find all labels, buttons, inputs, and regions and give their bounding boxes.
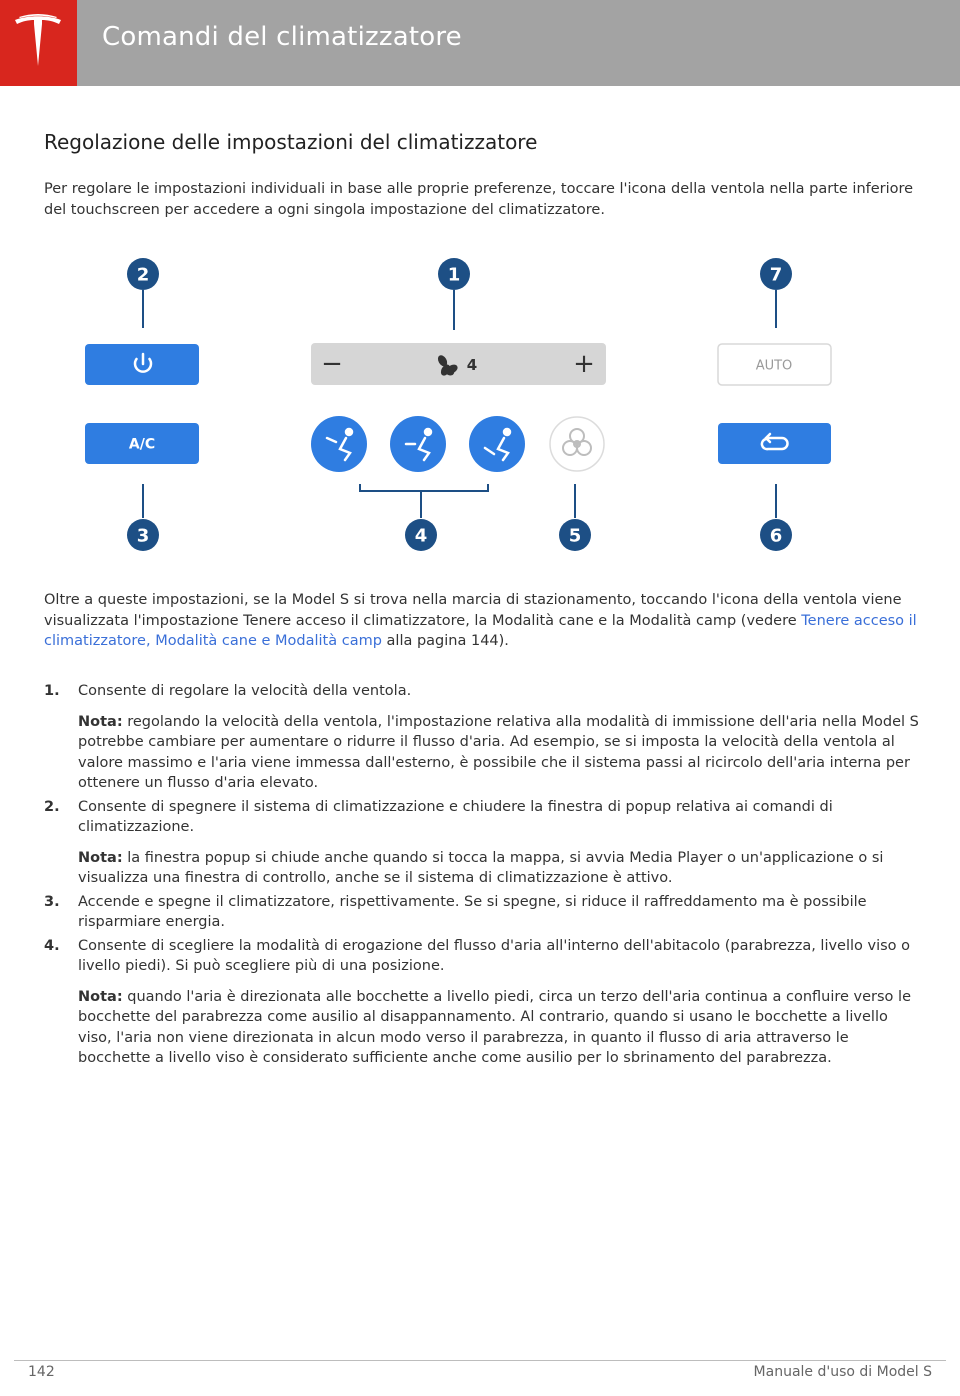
item-text: Consente di regolare la velocità della ventola. [78,683,412,699]
fan-increase-button: + [573,349,595,379]
tesla-logo [0,0,77,86]
ac-button[interactable] [85,423,199,464]
note-text: la finestra popup si chiude anche quando si tocca la mappa, si avvia Media Player o un'applicazione o si visualizza una finestra di controllo, anche se il sistema di climatizzazione è attivo. [78,849,884,886]
note [78,712,924,794]
fan-decrease-button: − [321,349,343,379]
page-header [0,0,960,86]
airflow-feet-button[interactable] [469,416,525,472]
note-text: regolando la velocità della ventola, l'impostazione relativa alla modalità di immissione dell'aria nella Model S potrebbe cambiare per aumentare o ridurre il flusso d'aria. Ad esempio, se si imposta la velocità della ventola al valore massimo e l'aria viene immessa dall'esterno, è possibile che il sistema passi al ricircolo dell'aria interna per ottenere un flusso d'aria elevato. [78,713,919,791]
svg-text:6: 6 [769,525,783,547]
svg-text:2: 2 [136,264,150,286]
intro-paragraph: Per regolare le impostazioni individuali in base alle proprie preferenze, toccare l'icona della ventola nella parte inferiore del touchscreen per accedere a ogni singola impostazione del climatizzatore. [44,181,914,218]
list-item [44,892,924,933]
airflow-face-button[interactable] [390,416,446,472]
manual-name: Manuale d'uso di Model S [753,1364,932,1380]
power-button[interactable] [85,344,199,385]
list-item [44,936,924,1069]
item-number: 2. [44,798,60,815]
svg-text:AUTO: AUTO [755,358,793,374]
fan-speed-value: 4 [466,356,478,374]
auto-button[interactable] [718,344,831,385]
fan-speed-bar[interactable] [311,343,606,385]
note-label: Nota: [78,988,123,1005]
item-number: 4. [44,937,60,954]
note [78,987,924,1069]
list-item [44,797,924,889]
footer-divider [14,1360,946,1361]
callout-5 [559,519,591,551]
callout-lines [143,290,776,518]
header-title: Comandi del climatizzatore [102,22,462,52]
svg-text:4: 4 [414,525,428,547]
paragraph-text: alla pagina 144). [381,633,509,649]
item-text: Consente di spegnere il sistema di climatizzazione e chiudere la finestra di popup relativa ai comandi di climatizzazione. [78,798,833,835]
callout-6 [760,519,792,551]
note [78,848,924,889]
page-number: 142 [28,1364,55,1380]
svg-text:A/C: A/C [128,436,156,453]
item-number: 1. [44,683,60,699]
callout-3 [127,519,159,551]
item-text: Accende e spegne il climatizzatore, rispettivamente. Se si spegne, si riduce il raffreddamento ma è possibile risparmiare energia. [78,893,867,930]
settings-list [44,681,924,1072]
climate-controls-diagram [0,250,960,560]
svg-text:7: 7 [769,264,783,286]
bioweapon-mode-button[interactable] [550,417,604,471]
note-label: Nota: [78,713,123,730]
recirculation-button[interactable] [718,423,831,464]
camp-mode-link[interactable]: Tenere acceso il climatizzatore, Modalità cane e Modalità camp [44,612,917,649]
tesla-t-icon [13,14,63,70]
section-title: Regolazione delle impostazioni del climatizzatore [44,130,538,154]
svg-text:1: 1 [447,264,461,286]
note-text: quando l'aria è direzionata alle bocchette a livello piedi, circa un terzo dell'aria continua a confluire verso le bocchette del parabrezza come ausilio al disappannamento. Al contrario, quando si usano le bocchette a livello viso, l'aria non viene direzionata in alcun modo verso il parabrezza, in quanto il flusso di aria attraverso le bocchette a livello viso è considerato sufficiente anche come ausilio per lo sbrinamento del parabrezza. [78,988,911,1066]
callout-4 [405,519,437,551]
parking-paragraph [44,590,924,652]
svg-text:3: 3 [136,525,150,547]
paragraph-text: Oltre a queste impostazioni, se la Model S si trova nella marcia di stazionamento, toccando l'icona della ventola viene visualizzata l'impostazione Tenere acceso il climatizzatore, la Modalità cane e la Modalità camp (vedere [44,592,902,629]
note-label: Nota: [78,849,123,866]
item-number: 3. [44,893,60,910]
callout-2 [127,258,159,290]
airflow-windshield-button[interactable] [311,416,367,472]
callout-7 [760,258,792,290]
callout-1 [438,258,470,290]
list-item [44,681,924,794]
item-text: Consente di scegliere la modalità di erogazione del flusso d'aria all'interno dell'abitacolo (parabrezza, livello viso o livello piedi). Si può scegliere più di una posizione. [78,937,911,974]
svg-text:5: 5 [568,525,582,547]
